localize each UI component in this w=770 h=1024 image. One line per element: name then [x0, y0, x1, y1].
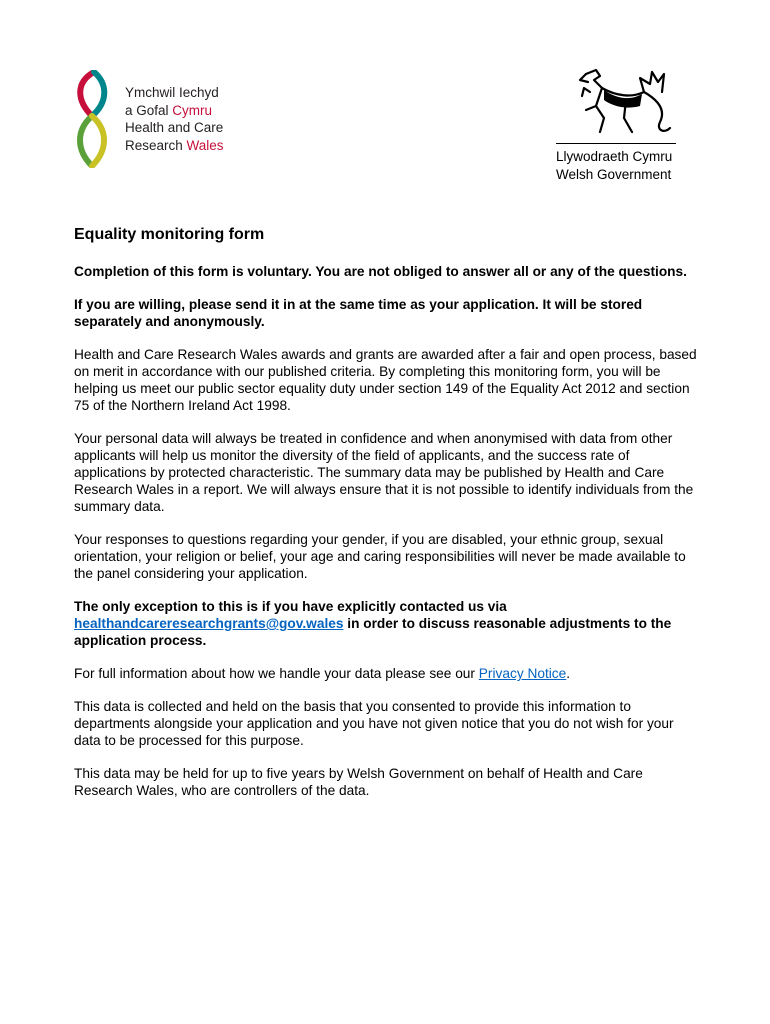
- wg-logo-text: [556, 148, 672, 183]
- wg-line2: Welsh Government: [556, 166, 672, 182]
- hcrw-line3: Health and Care: [125, 120, 224, 135]
- hcrw-line4: Research Wales: [125, 137, 224, 153]
- retention-paragraph: This data may be held for up to five years by Welsh Government on behalf of Health and Care Research Wales, who are controllers of the data.: [74, 766, 643, 798]
- purpose-paragraph: Health and Care Research Wales awards and grants are awarded after a fair and open process, based on merit in accordance with our published criteria. By completing this monitoring form, you will be helping us meet our public sector equality duty under section 149 of the Equality Act 2012 and section 75 of the Northern Ireland Act 1998.: [74, 347, 697, 413]
- hcrw-logo-text: [125, 84, 224, 154]
- exception-paragraph: The only exception to this is if you have explicitly contacted us via healthandcareresearchgrants@gov.wales in order to discuss reasonable adjustments to the application process.: [74, 599, 672, 648]
- consent-paragraph: This data is collected and held on the basis that you consented to provide this information to departments alongside your application and you have not given notice that you do not wish for your data to be processed for this purpose.: [74, 699, 674, 748]
- privacy-notice-link[interactable]: Privacy Notice: [478, 666, 567, 681]
- welsh-dragon-icon: [566, 66, 676, 138]
- privacy-paragraph: For full information about how we handle your data please see our Privacy Notice.: [74, 666, 571, 681]
- panel-paragraph: Your responses to questions regarding your gender, if you are disabled, your ethnic group, sexual orientation, your religion or belief, your age and caring responsibilities will never be made available to the panel considering your application.: [74, 532, 686, 581]
- hcrw-helix-icon: [72, 70, 112, 168]
- hcrw-logo: [72, 70, 242, 170]
- wg-logo-divider: [556, 143, 676, 144]
- document-body: [74, 224, 704, 815]
- page-title: Equality monitoring form: [74, 226, 265, 243]
- wg-line1: Llywodraeth Cymru: [556, 149, 673, 164]
- submission-notice: If you are willing, please send it in at the same time as your application. It will be stored separately and anonymously.: [74, 297, 643, 329]
- voluntary-notice: Completion of this form is voluntary. You are not obliged to answer all or any of the questions.: [74, 264, 687, 279]
- hcrw-line2: a Gofal Cymru: [125, 102, 213, 118]
- hcrw-line1: Ymchwil Iechyd: [125, 85, 219, 100]
- confidentiality-paragraph: Your personal data will always be treated in confidence and when anonymised with data from other applicants will help us monitor the diversity of the field of applicants, and the success rate of applications by protected characteristic. The summary data may be published by Health and Care Research Wales in a report. We will always ensure that it is not possible to identify individuals from the summary data.: [74, 431, 694, 514]
- welsh-government-logo: [552, 66, 682, 186]
- grants-email-link[interactable]: healthandcareresearchgrants@gov.wales: [74, 616, 344, 631]
